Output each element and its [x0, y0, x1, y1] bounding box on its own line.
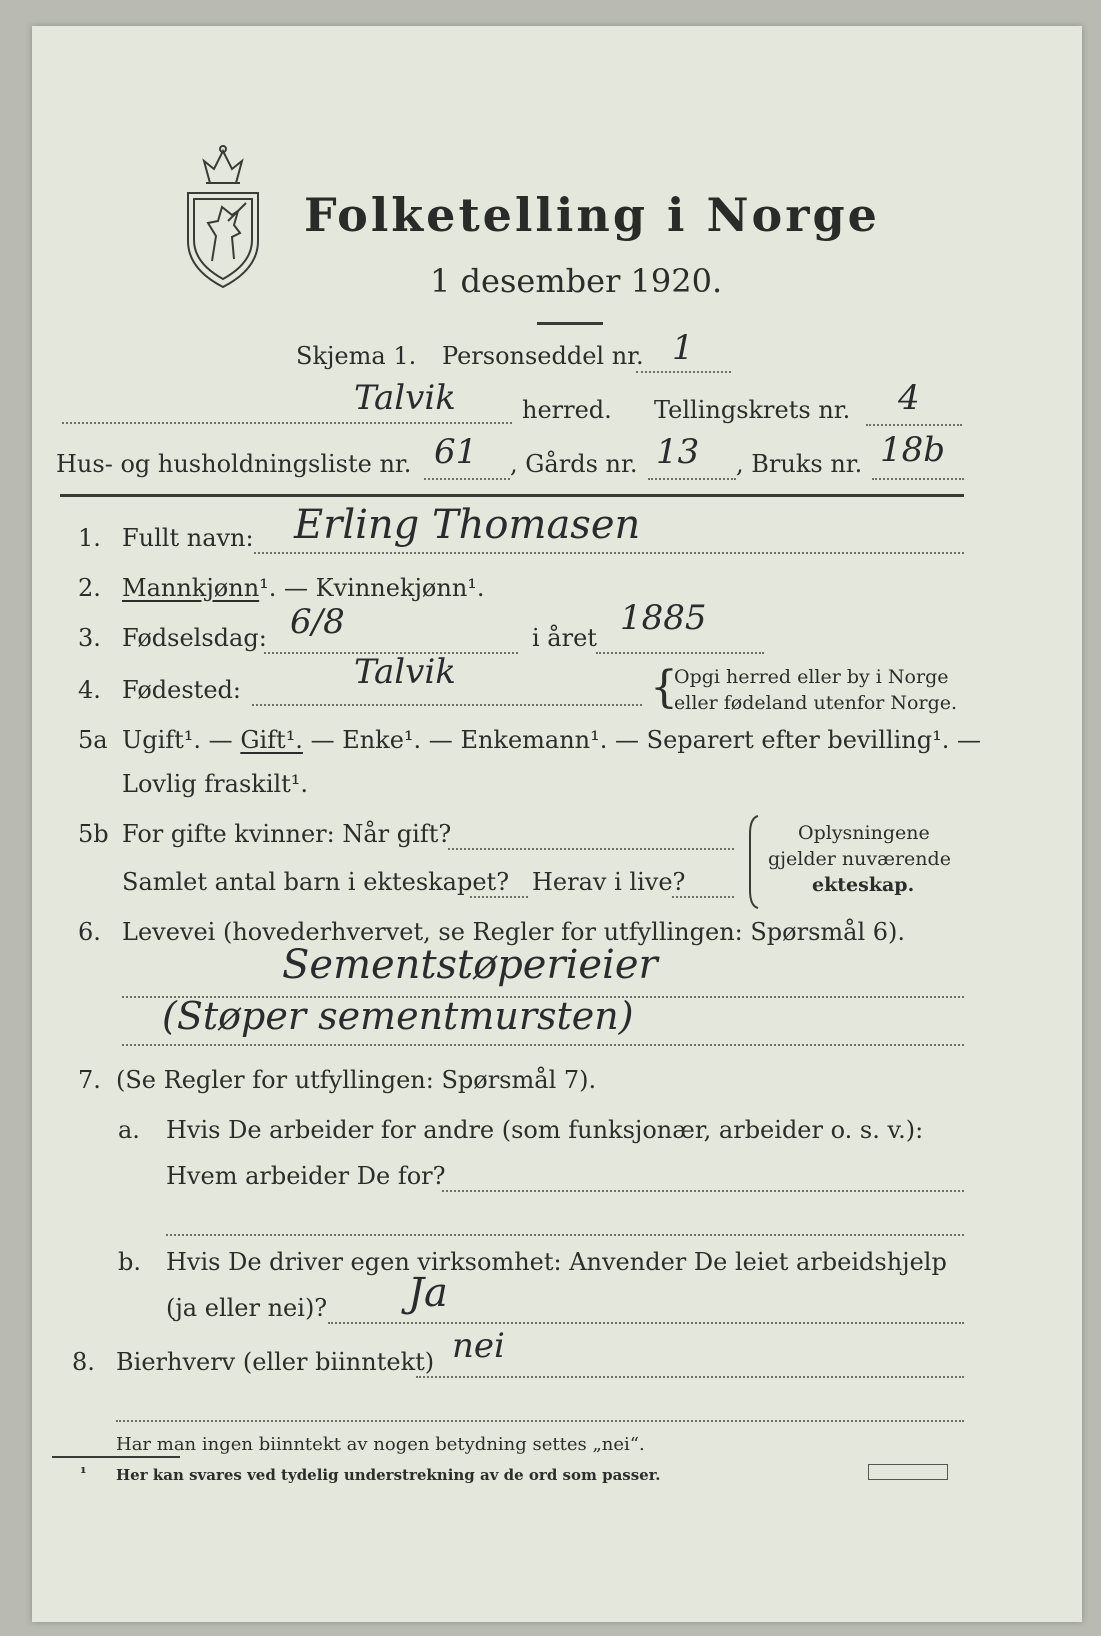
bruks-number: 18b: [880, 430, 946, 470]
q7b-letter: b.: [118, 1248, 141, 1276]
children-field-line: [470, 896, 528, 898]
q8-number: 8.: [72, 1348, 95, 1376]
footnote-text: Her kan svares ved tydelig understrekning av de ord som passer.: [116, 1466, 661, 1484]
footnote-mark: ¹: [80, 1464, 87, 1482]
birth-year-field-line: [596, 652, 764, 654]
gards-number: 13: [656, 432, 700, 472]
herred-name: Talvik: [354, 378, 456, 418]
header-section-rule: [60, 494, 964, 497]
personseddel-label: Personseddel nr.: [442, 342, 644, 370]
birth-year-value: 1885: [620, 598, 707, 638]
side-income-value: nei: [452, 1326, 505, 1366]
footnote-rule: [52, 1456, 180, 1458]
herred-field-line: [62, 422, 512, 424]
when-married-field-line: [448, 848, 734, 850]
norwegian-coat-of-arms-icon: [182, 141, 264, 291]
hus-label: Hus- og husholdningsliste nr.: [56, 450, 412, 478]
census-date: 1 desember 1920.: [430, 262, 723, 300]
q6-number: 6.: [78, 918, 101, 946]
occupation-value-2: (Støper sementmursten): [162, 994, 634, 1038]
gards-label: , Gårds nr.: [510, 450, 638, 478]
birthplace-note-line2: eller fødeland utenfor Norge.: [674, 692, 958, 714]
birthday-value: 6/8: [290, 602, 345, 642]
gards-field-line: [648, 478, 736, 480]
sex-option-separator: ¹. — Kvinnekjønn¹.: [259, 574, 485, 602]
tellingskrets-label: Tellingskrets nr.: [654, 396, 851, 424]
occupation-field-line-2: [122, 1044, 964, 1046]
printer-stamp: [868, 1464, 948, 1480]
q4-label: Fødested:: [122, 676, 241, 704]
hus-number: 61: [434, 432, 478, 472]
q1-label: Fullt navn:: [122, 524, 254, 552]
side-income-field-line: [416, 1376, 964, 1378]
skjema-label: Skjema 1.: [296, 342, 417, 370]
q7b-yesno-label: (ja eller nei)?: [166, 1294, 328, 1322]
marriage-note-line2: gjelder nuværende: [768, 848, 951, 870]
side-income-field-line-2: [116, 1420, 964, 1422]
employer-field-line: [442, 1190, 964, 1192]
tellingskrets-field-line: [866, 424, 962, 426]
q3-label: Fødselsdag:: [122, 624, 267, 652]
q5a-divorced: Lovlig fraskilt¹.: [122, 770, 309, 798]
q7a-employer-label: Hvem arbeider De for?: [166, 1162, 446, 1190]
q7a-letter: a.: [118, 1116, 140, 1144]
marriage-note-line3: ekteskap.: [812, 874, 915, 896]
hired-help-value: Ja: [408, 1270, 448, 1316]
personseddel-field-line: [636, 371, 731, 373]
status-other-options: — Enke¹. — Enkemann¹. — Separert efter bevilling¹. —: [310, 726, 981, 754]
birthplace-note-brace: {: [650, 662, 678, 713]
q5a-options: [122, 726, 981, 754]
q4-number: 4.: [78, 676, 101, 704]
q7-number: 7.: [78, 1066, 101, 1094]
tellingskrets-number: 4: [898, 378, 920, 418]
q5b-children-label: Samlet antal barn i ekteskapet?: [122, 868, 510, 896]
q7b-label: Hvis De driver egen virksomhet: Anvender De leiet arbeidshjelp: [166, 1248, 947, 1276]
q7a-label: Hvis De arbeider for andre (som funksjonær, arbeider o. s. v.):: [166, 1116, 924, 1144]
q1-number: 1.: [78, 524, 101, 552]
status-married: Gift¹.: [240, 726, 303, 754]
q8-label: Bierhverv (eller biinntekt): [116, 1348, 435, 1376]
q3-year-label: i året: [532, 624, 597, 652]
marriage-note-line1: Oplysningene: [798, 822, 930, 844]
q7-label: (Se Regler for utfyllingen: Spørsmål 7).: [116, 1066, 597, 1094]
birthplace-value: Talvik: [354, 652, 456, 692]
sex-option-male: Mannkjønn: [122, 574, 260, 602]
birthplace-note-line1: Opgi herred eller by i Norge: [674, 666, 949, 688]
q2-number: 2.: [78, 574, 101, 602]
bruks-label: , Bruks nr.: [736, 450, 863, 478]
herred-label: herred.: [522, 396, 612, 424]
marriage-note-bracket: [746, 814, 762, 910]
full-name-field-line: [254, 552, 964, 554]
title-divider: [537, 322, 603, 325]
q5b-number: 5b: [78, 820, 109, 848]
status-unmarried: Ugift¹. —: [122, 726, 233, 754]
occupation-value-1: Sementstøperieier: [282, 942, 658, 988]
full-name-value: Erling Thomasen: [294, 502, 641, 548]
q5a-number: 5a: [78, 726, 108, 754]
bruks-field-line: [872, 478, 964, 480]
birthplace-field-line: [252, 704, 642, 706]
q2-options: [122, 574, 485, 602]
alive-field-line: [672, 896, 734, 898]
q3-number: 3.: [78, 624, 101, 652]
census-form-page: [32, 26, 1082, 1622]
personseddel-number: 1: [672, 328, 694, 368]
hired-help-field-line: [328, 1322, 964, 1324]
employer-field-line-2: [166, 1234, 964, 1236]
form-title: Folketelling i Norge: [304, 188, 880, 242]
side-income-note: Har man ingen biinntekt av nogen betydning settes „nei“.: [116, 1434, 645, 1455]
q5b-when-married-label: For gifte kvinner: Når gift?: [122, 820, 452, 848]
hus-field-line: [424, 478, 510, 480]
q5b-alive-label: Herav i live?: [532, 868, 686, 896]
q6-label: Levevei (hovederhvervet, se Regler for utfyllingen: Spørsmål 6).: [122, 918, 906, 946]
